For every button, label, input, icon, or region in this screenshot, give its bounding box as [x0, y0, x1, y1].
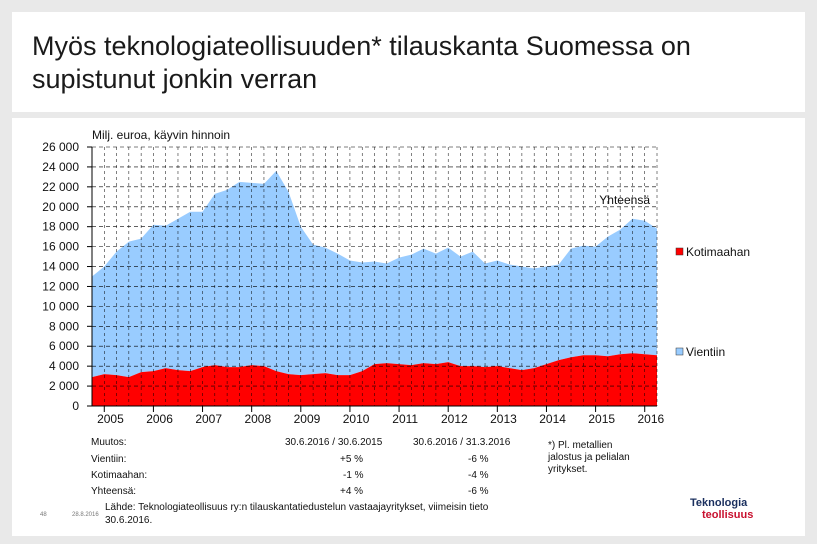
- source-note: Lähde: Teknologiateollisuus ry:n tilauskantatiedustelun vastaajayritykset, viimeisin tieto 30.6.2016.: [105, 502, 489, 526]
- y-tick-label: 24 000: [42, 159, 79, 174]
- y-tick-label: 20 000: [42, 199, 79, 214]
- table-row-label: Vientiin:: [91, 454, 127, 465]
- y-tick-label: 14 000: [42, 259, 79, 274]
- x-tick-label: 2010: [342, 412, 370, 426]
- table-header-label: Muutos:: [91, 437, 127, 448]
- x-tick-label: 2016: [637, 412, 665, 426]
- x-tick-label: 2009: [293, 412, 321, 426]
- y-tick-label: 12 000: [42, 279, 79, 294]
- x-tick-label: 2012: [440, 412, 468, 426]
- logo-line2: teollisuus: [702, 509, 754, 521]
- table-row-label: Kotimaahan:: [91, 470, 148, 481]
- x-tick-label: 2005: [97, 412, 124, 426]
- table-cell: -6 %: [468, 454, 489, 465]
- table-cell: +4 %: [340, 486, 364, 497]
- total-label: Yhteensä: [599, 193, 650, 207]
- y-tick-label: 4 000: [48, 359, 79, 374]
- y-tick-label: 8 000: [48, 319, 79, 334]
- table-cell: -1 %: [343, 470, 364, 481]
- table-header-col2: 30.6.2016 / 31.3.2016: [413, 437, 511, 448]
- y-tick-label: 16 000: [42, 239, 79, 254]
- y-tick-label: 18 000: [42, 219, 79, 234]
- company-logo: [690, 497, 753, 521]
- table-cell: +5 %: [340, 454, 364, 465]
- y-tick-label: 22 000: [42, 179, 79, 194]
- x-tick-label: 2015: [588, 412, 616, 426]
- page-number: 48: [40, 512, 47, 518]
- x-tick-label: 2011: [392, 412, 419, 426]
- legend-label: Kotimaahan: [686, 245, 751, 259]
- page-title: Myös teknologiateollisuuden* tilauskanta Suomessa on supistunut jonkin verran: [32, 31, 691, 94]
- table-cell: -6 %: [468, 486, 489, 497]
- footnote: *) Pl. metallien jalostus ja pelialan yritykset.: [548, 440, 630, 475]
- logo-line1: Teknologia: [690, 497, 748, 509]
- y-tick-label: 10 000: [42, 299, 79, 314]
- page-date: 28.8.2016: [72, 512, 99, 518]
- x-tick-label: 2008: [244, 412, 272, 426]
- x-tick-label: 2006: [146, 412, 173, 426]
- y-tick-label: 6 000: [48, 339, 79, 354]
- y-tick-label: 0: [72, 399, 79, 413]
- x-tick-label: 2013: [490, 412, 517, 426]
- y-tick-label: 2 000: [48, 379, 79, 394]
- x-tick-label: 2014: [539, 412, 566, 426]
- table-header-col1: 30.6.2016 / 30.6.2015: [285, 437, 383, 448]
- y-unit-label: Milj. euroa, käyvin hinnoin: [92, 128, 231, 142]
- table-row-label: Yhteensä:: [91, 486, 137, 497]
- legend-label: Vientiin: [686, 345, 726, 359]
- x-tick-label: 2007: [195, 412, 223, 426]
- y-tick-label: 26 000: [42, 140, 79, 154]
- table-cell: -4 %: [468, 470, 489, 481]
